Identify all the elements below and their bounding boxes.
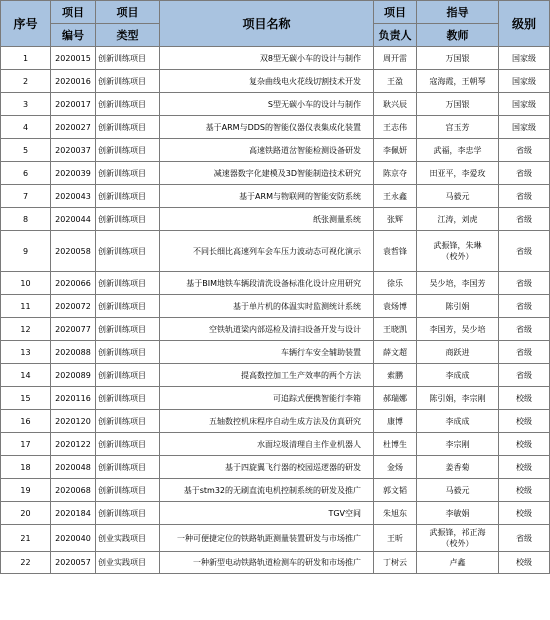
cell-code: 2020122 bbox=[51, 433, 96, 456]
cell-type: 创新训练项目 bbox=[96, 479, 160, 502]
cell-name: 基于ARM与DDS的智能仪器仪表集成化装置 bbox=[160, 116, 374, 139]
cell-name: 复杂曲线电火花线切割技术开发 bbox=[160, 70, 374, 93]
cell-type: 创新训练项目 bbox=[96, 318, 160, 341]
cell-code: 2020027 bbox=[51, 116, 96, 139]
cell-name: 基于stm32的无刷直流电机控制系统的研发及推广 bbox=[160, 479, 374, 502]
cell-type: 创新训练项目 bbox=[96, 93, 160, 116]
cell-level: 国家级 bbox=[499, 93, 550, 116]
cell-code: 2020037 bbox=[51, 139, 96, 162]
cell-type: 创新训练项目 bbox=[96, 387, 160, 410]
header-name: 项目名称 bbox=[160, 1, 374, 47]
cell-level: 校级 bbox=[499, 433, 550, 456]
cell-level: 省级 bbox=[499, 295, 550, 318]
cell-lead: 王盈 bbox=[374, 70, 417, 93]
cell-no: 10 bbox=[1, 272, 51, 295]
cell-lead: 李佩妍 bbox=[374, 139, 417, 162]
cell-advisor: 万国银 bbox=[417, 47, 499, 70]
cell-name: 基于单片机的体温实时监测统计系统 bbox=[160, 295, 374, 318]
cell-advisor: 陈引娟 bbox=[417, 295, 499, 318]
cell-type: 创新训练项目 bbox=[96, 502, 160, 525]
cell-advisor: 马毅元 bbox=[417, 479, 499, 502]
cell-no: 16 bbox=[1, 410, 51, 433]
cell-level: 国家级 bbox=[499, 47, 550, 70]
table-body bbox=[1, 47, 550, 574]
cell-level: 国家级 bbox=[499, 116, 550, 139]
cell-level: 校级 bbox=[499, 502, 550, 525]
cell-level: 校级 bbox=[499, 552, 550, 574]
cell-advisor: 李成成 bbox=[417, 410, 499, 433]
cell-type: 创新训练项目 bbox=[96, 410, 160, 433]
cell-code: 2020184 bbox=[51, 502, 96, 525]
advisor-note: （校外） bbox=[441, 539, 474, 548]
cell-type: 创新训练项目 bbox=[96, 295, 160, 318]
cell-lead: 耿兴辰 bbox=[374, 93, 417, 116]
cell-no: 5 bbox=[1, 139, 51, 162]
cell-no: 9 bbox=[1, 231, 51, 272]
cell-name: 一种新型电动铁路轨道检测车的研发和市场推广 bbox=[160, 552, 374, 574]
cell-level: 省级 bbox=[499, 231, 550, 272]
cell-code: 2020044 bbox=[51, 208, 96, 231]
cell-lead: 丁树云 bbox=[374, 552, 417, 574]
cell-lead: 王志伟 bbox=[374, 116, 417, 139]
cell-no: 15 bbox=[1, 387, 51, 410]
cell-name: 五轴数控机床程序自动生成方法及仿真研究 bbox=[160, 410, 374, 433]
cell-lead: 索鹏 bbox=[374, 364, 417, 387]
table-row bbox=[1, 525, 550, 552]
cell-code: 2020116 bbox=[51, 387, 96, 410]
table-row bbox=[1, 139, 550, 162]
cell-code: 2020015 bbox=[51, 47, 96, 70]
cell-advisor: 李宗刚 bbox=[417, 433, 499, 456]
header-type-line1: 项目 bbox=[96, 1, 160, 24]
cell-name: 水面垃圾清理自主作业机器人 bbox=[160, 433, 374, 456]
cell-name: 双8型无碳小车的设计与制作 bbox=[160, 47, 374, 70]
cell-advisor: 吴少培，李国芳 bbox=[417, 272, 499, 295]
table-row bbox=[1, 162, 550, 185]
header-level: 级别 bbox=[499, 1, 550, 47]
cell-no: 20 bbox=[1, 502, 51, 525]
cell-advisor: 李成成 bbox=[417, 364, 499, 387]
cell-advisor bbox=[417, 525, 499, 552]
cell-lead: 朱旭东 bbox=[374, 502, 417, 525]
cell-code: 2020043 bbox=[51, 185, 96, 208]
cell-no: 1 bbox=[1, 47, 51, 70]
cell-level: 省级 bbox=[499, 185, 550, 208]
cell-advisor: 宫玉芳 bbox=[417, 116, 499, 139]
table-row bbox=[1, 70, 550, 93]
cell-name: 不同长细比高速列车会车压力波动态可视化演示 bbox=[160, 231, 374, 272]
cell-name: 基于BIM地铁车辆段清洗设备标准化设计应用研究 bbox=[160, 272, 374, 295]
table-row bbox=[1, 295, 550, 318]
cell-lead: 康博 bbox=[374, 410, 417, 433]
cell-code: 2020077 bbox=[51, 318, 96, 341]
cell-lead: 金炀 bbox=[374, 456, 417, 479]
header-code-line2: 编号 bbox=[51, 24, 96, 47]
table-row bbox=[1, 387, 550, 410]
cell-name: TGV空间 bbox=[160, 502, 374, 525]
cell-name: 减速器数字化建模及3D智能制造技术研究 bbox=[160, 162, 374, 185]
cell-code: 2020048 bbox=[51, 456, 96, 479]
cell-type: 创新训练项目 bbox=[96, 162, 160, 185]
cell-no: 4 bbox=[1, 116, 51, 139]
cell-name: 可追踪式便携智能行李箱 bbox=[160, 387, 374, 410]
cell-level: 省级 bbox=[499, 272, 550, 295]
cell-level: 省级 bbox=[499, 318, 550, 341]
cell-level: 省级 bbox=[499, 139, 550, 162]
cell-level: 省级 bbox=[499, 208, 550, 231]
cell-type: 创新训练项目 bbox=[96, 70, 160, 93]
cell-type: 创新训练项目 bbox=[96, 456, 160, 479]
cell-no: 3 bbox=[1, 93, 51, 116]
table-row bbox=[1, 93, 550, 116]
cell-code: 2020089 bbox=[51, 364, 96, 387]
cell-advisor: 商跃进 bbox=[417, 341, 499, 364]
cell-advisor: 姜香菊 bbox=[417, 456, 499, 479]
cell-name: 提高数控加工生产效率的两个方法 bbox=[160, 364, 374, 387]
cell-type: 创新训练项目 bbox=[96, 231, 160, 272]
cell-level: 校级 bbox=[499, 410, 550, 433]
cell-no: 13 bbox=[1, 341, 51, 364]
cell-no: 14 bbox=[1, 364, 51, 387]
cell-code: 2020058 bbox=[51, 231, 96, 272]
cell-advisor bbox=[417, 231, 499, 272]
cell-advisor: 李敏娟 bbox=[417, 502, 499, 525]
cell-advisor: 马毅元 bbox=[417, 185, 499, 208]
cell-type: 创新训练项目 bbox=[96, 433, 160, 456]
table-header bbox=[1, 1, 550, 47]
cell-name: S型无碳小车的设计与制作 bbox=[160, 93, 374, 116]
cell-code: 2020066 bbox=[51, 272, 96, 295]
advisor-note: （校外） bbox=[441, 252, 474, 261]
table-row bbox=[1, 410, 550, 433]
cell-level: 省级 bbox=[499, 341, 550, 364]
header-adv-line2: 教师 bbox=[417, 24, 499, 47]
cell-type: 创新训练项目 bbox=[96, 272, 160, 295]
table-row bbox=[1, 552, 550, 574]
cell-type: 创新训练项目 bbox=[96, 208, 160, 231]
cell-type: 创业实践项目 bbox=[96, 525, 160, 552]
cell-advisor: 田亚平，李爱玫 bbox=[417, 162, 499, 185]
cell-level: 省级 bbox=[499, 364, 550, 387]
table-row bbox=[1, 272, 550, 295]
table-row bbox=[1, 231, 550, 272]
cell-no: 11 bbox=[1, 295, 51, 318]
cell-level: 校级 bbox=[499, 479, 550, 502]
advisor-line: 武振锋，祁正海 bbox=[429, 528, 486, 537]
cell-lead: 王永鑫 bbox=[374, 185, 417, 208]
cell-no: 2 bbox=[1, 70, 51, 93]
table-row bbox=[1, 341, 550, 364]
cell-no: 6 bbox=[1, 162, 51, 185]
table-row bbox=[1, 456, 550, 479]
cell-type: 创业实践项目 bbox=[96, 552, 160, 574]
cell-code: 2020068 bbox=[51, 479, 96, 502]
cell-no: 7 bbox=[1, 185, 51, 208]
cell-type: 创新训练项目 bbox=[96, 139, 160, 162]
cell-no: 17 bbox=[1, 433, 51, 456]
cell-no: 19 bbox=[1, 479, 51, 502]
cell-type: 创新训练项目 bbox=[96, 116, 160, 139]
cell-name: 基于ARM与物联网的智能安防系统 bbox=[160, 185, 374, 208]
cell-lead: 薛文超 bbox=[374, 341, 417, 364]
cell-code: 2020017 bbox=[51, 93, 96, 116]
cell-lead: 郝瑞娜 bbox=[374, 387, 417, 410]
header-type-line2: 类型 bbox=[96, 24, 160, 47]
cell-lead: 周开雷 bbox=[374, 47, 417, 70]
cell-lead: 王昕 bbox=[374, 525, 417, 552]
cell-lead: 徐乐 bbox=[374, 272, 417, 295]
cell-advisor: 万国银 bbox=[417, 93, 499, 116]
cell-code: 2020039 bbox=[51, 162, 96, 185]
cell-level: 校级 bbox=[499, 387, 550, 410]
cell-lead: 袁炀博 bbox=[374, 295, 417, 318]
cell-code: 2020072 bbox=[51, 295, 96, 318]
cell-no: 22 bbox=[1, 552, 51, 574]
header-lead-line2: 负责人 bbox=[374, 24, 417, 47]
cell-advisor: 卢鑫 bbox=[417, 552, 499, 574]
table-row bbox=[1, 502, 550, 525]
cell-lead: 袁哲锋 bbox=[374, 231, 417, 272]
cell-type: 创新训练项目 bbox=[96, 341, 160, 364]
cell-advisor: 李国芳，吴少培 bbox=[417, 318, 499, 341]
table-row bbox=[1, 116, 550, 139]
advisor-line: 武振锋，朱琳 bbox=[433, 241, 482, 250]
cell-no: 18 bbox=[1, 456, 51, 479]
table-row bbox=[1, 364, 550, 387]
cell-name: 纸张测量系统 bbox=[160, 208, 374, 231]
header-seq: 序号 bbox=[1, 1, 51, 47]
cell-code: 2020016 bbox=[51, 70, 96, 93]
table-row bbox=[1, 47, 550, 70]
cell-lead: 郭文韬 bbox=[374, 479, 417, 502]
cell-type: 创新训练项目 bbox=[96, 364, 160, 387]
cell-name: 空铁轨道梁内部巡检及清扫设备开发与设计 bbox=[160, 318, 374, 341]
cell-name: 高速铁路道岔智能检测设备研发 bbox=[160, 139, 374, 162]
cell-type: 创新训练项目 bbox=[96, 47, 160, 70]
table-row bbox=[1, 318, 550, 341]
table-row bbox=[1, 479, 550, 502]
cell-code: 2020057 bbox=[51, 552, 96, 574]
cell-no: 12 bbox=[1, 318, 51, 341]
table-row bbox=[1, 433, 550, 456]
cell-lead: 王晓凯 bbox=[374, 318, 417, 341]
header-lead-line1: 项目 bbox=[374, 1, 417, 24]
cell-code: 2020040 bbox=[51, 525, 96, 552]
cell-name: 一种可便捷定位的铁路轨距测量装置研发与市场推广 bbox=[160, 525, 374, 552]
cell-code: 2020120 bbox=[51, 410, 96, 433]
cell-name: 基于四旋翼飞行器的校园巡逻器的研发 bbox=[160, 456, 374, 479]
cell-level: 省级 bbox=[499, 525, 550, 552]
cell-lead: 杜博生 bbox=[374, 433, 417, 456]
table-row bbox=[1, 208, 550, 231]
cell-code: 2020088 bbox=[51, 341, 96, 364]
cell-type: 创新训练项目 bbox=[96, 185, 160, 208]
cell-no: 21 bbox=[1, 525, 51, 552]
header-code-line1: 项目 bbox=[51, 1, 96, 24]
header-adv-line1: 指导 bbox=[417, 1, 499, 24]
cell-level: 国家级 bbox=[499, 70, 550, 93]
cell-no: 8 bbox=[1, 208, 51, 231]
cell-lead: 陈京夺 bbox=[374, 162, 417, 185]
cell-level: 校级 bbox=[499, 456, 550, 479]
cell-advisor: 江涛，刘虎 bbox=[417, 208, 499, 231]
cell-advisor: 武福，李忠学 bbox=[417, 139, 499, 162]
cell-lead: 张辉 bbox=[374, 208, 417, 231]
cell-name: 车辆行车安全辅助装置 bbox=[160, 341, 374, 364]
cell-advisor: 寇海霞，王朝琴 bbox=[417, 70, 499, 93]
cell-level: 省级 bbox=[499, 162, 550, 185]
cell-advisor: 陈引娟，李宗刚 bbox=[417, 387, 499, 410]
table-row bbox=[1, 185, 550, 208]
